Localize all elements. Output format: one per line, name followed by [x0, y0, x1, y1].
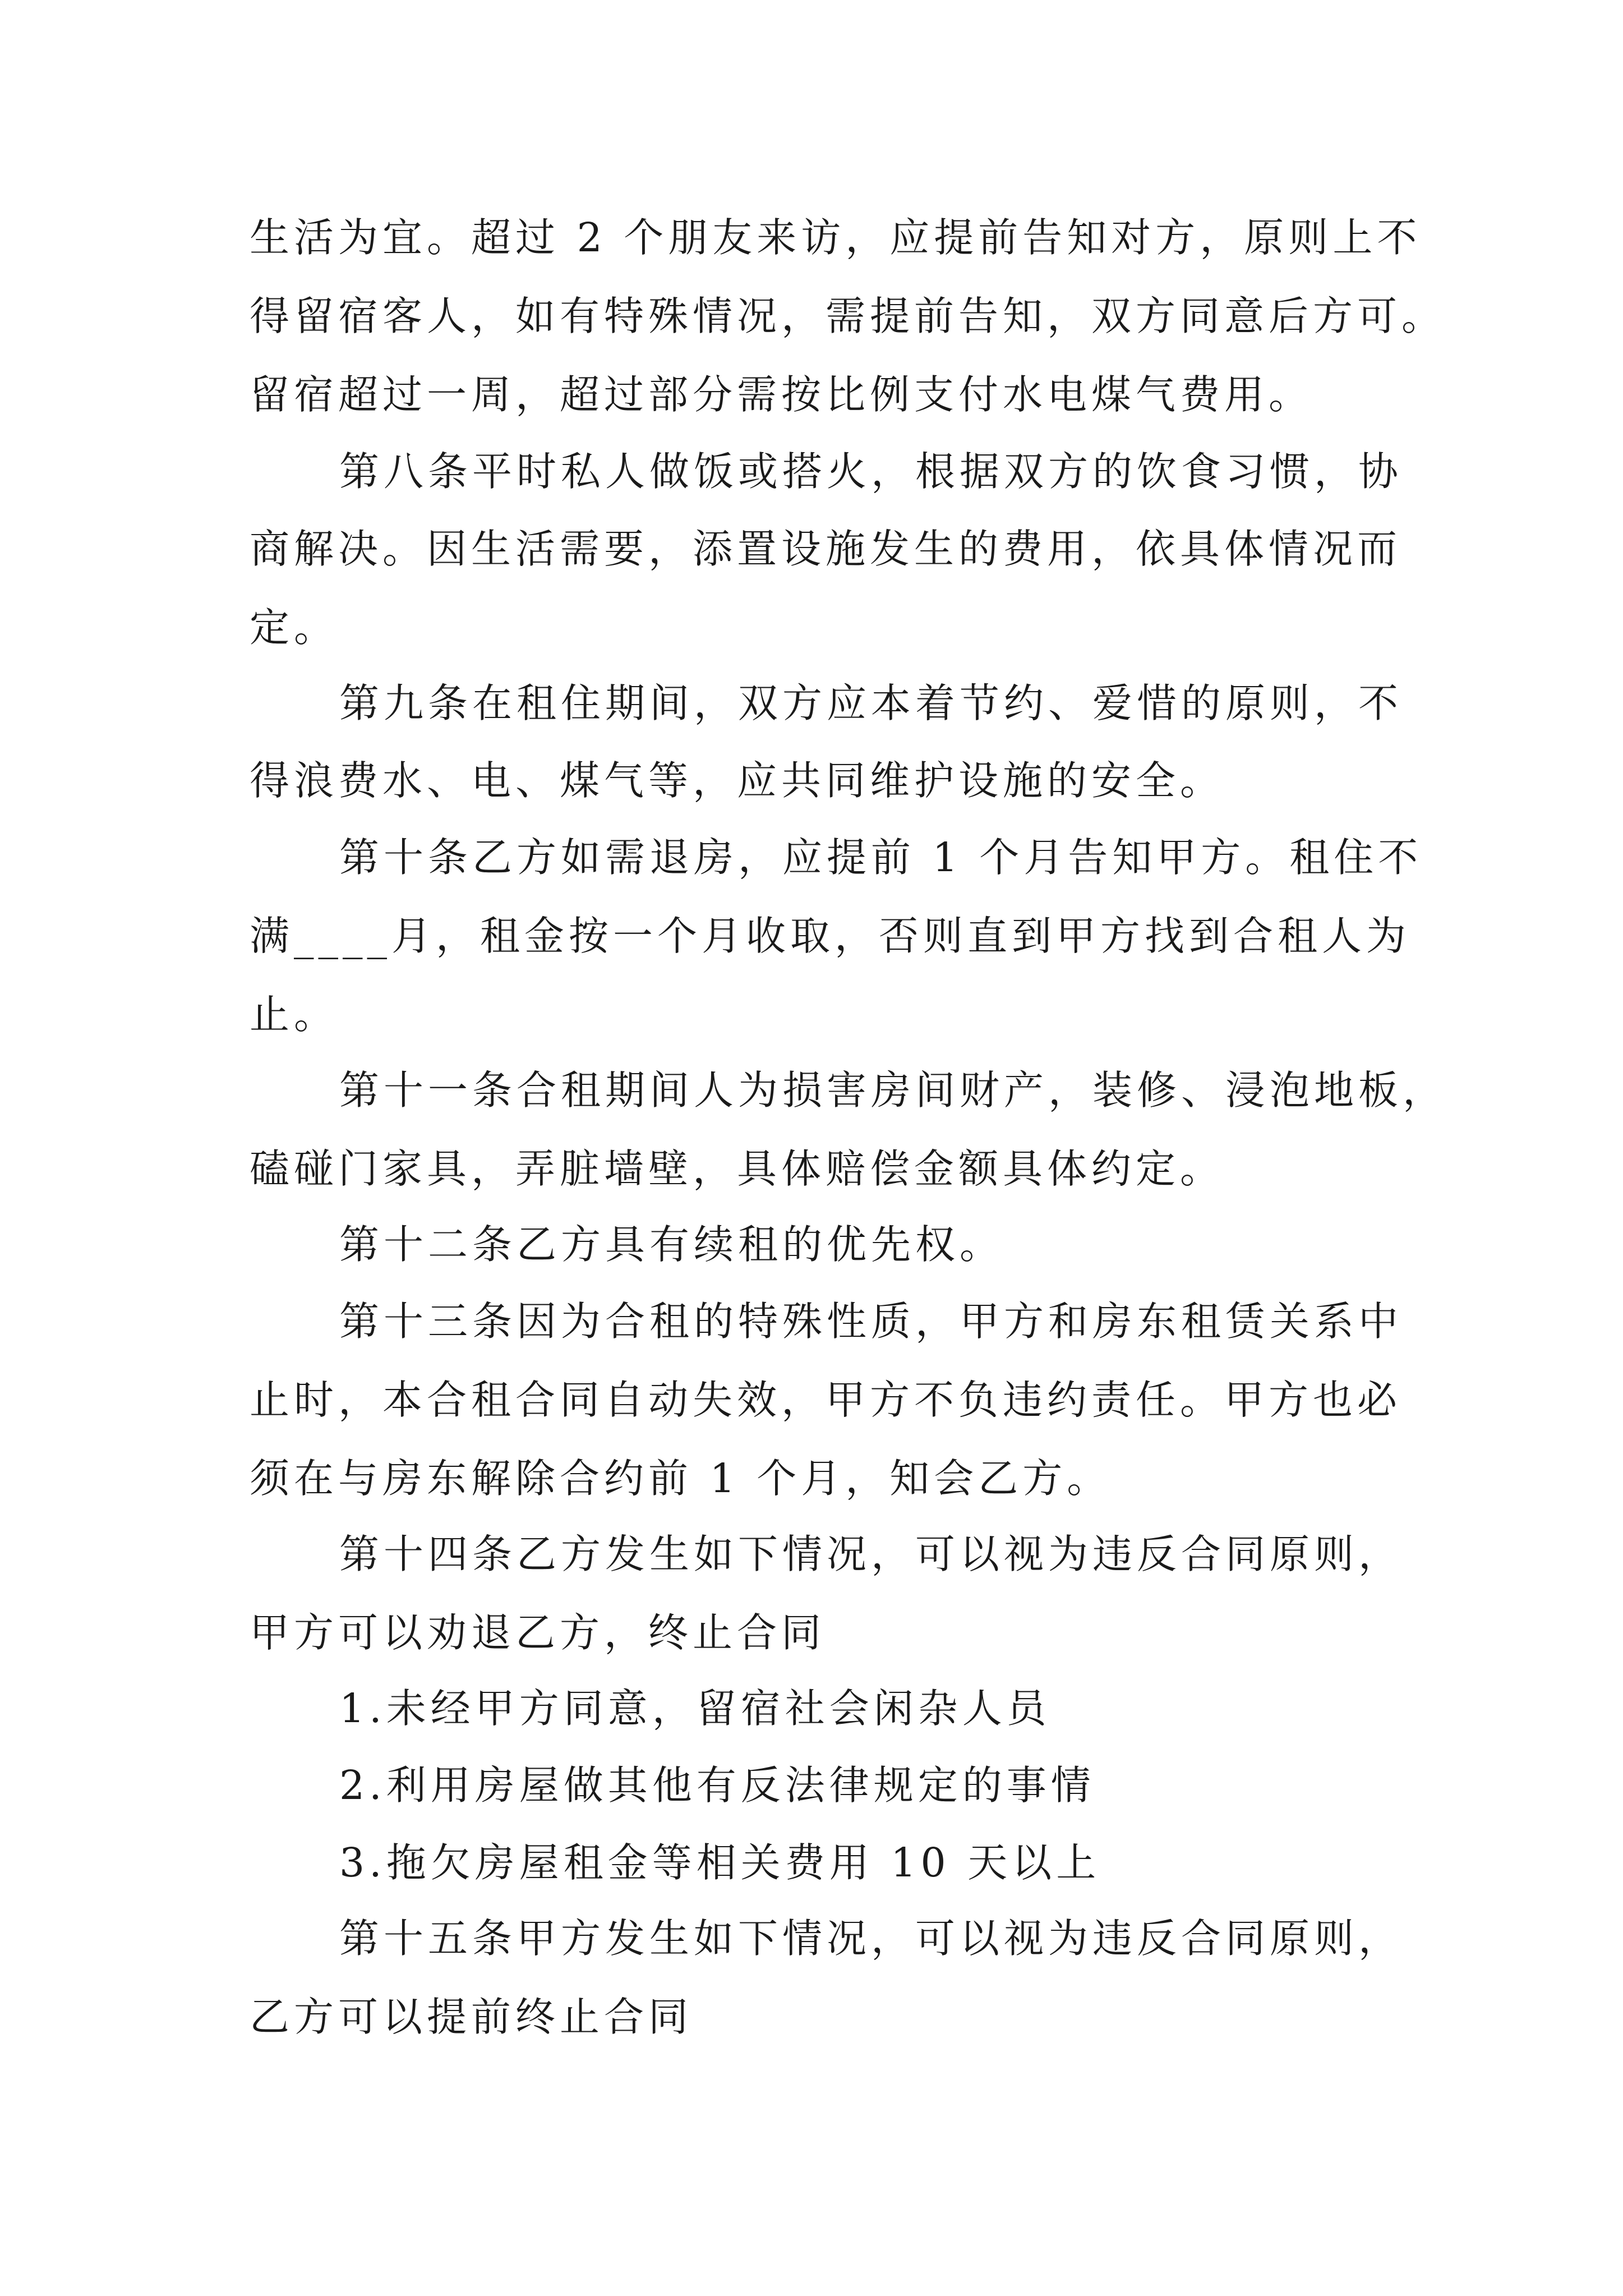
text-line: 第十一条合租期间人为损害房间财产，装修、浸泡地板，: [339, 1067, 1447, 1114]
text-line: 第十条乙方如需退房，应提前 1 个月告知甲方。租住不: [339, 834, 1423, 881]
text-line: 须在与房东解除合约前 1 个月，知会乙方。: [250, 1455, 1112, 1502]
text-line: 甲方可以劝退乙方，终止合同: [250, 1609, 826, 1656]
text-line: 商解决。因生活需要，添置设施发生的费用，依具体情况而: [250, 526, 1402, 572]
text-line: 止。: [250, 991, 339, 1038]
text-line: 第九条在租住期间，双方应本着节约、爱惜的原则，不: [339, 680, 1403, 726]
text-line: 1.未经甲方同意，留宿社会闲杂人员: [339, 1685, 1051, 1732]
text-line: 第十四条乙方发生如下情况，可以视为违反合同原则，: [339, 1531, 1403, 1577]
text-line: 生活为宜。超过 2 个朋友来访，应提前告知对方，原则上不: [250, 214, 1422, 261]
text-line: 第十五条甲方发生如下情况，可以视为违反合同原则，: [339, 1915, 1403, 1962]
text-line: 第十二条乙方具有续租的优先权。: [339, 1221, 1004, 1268]
text-line: 得留宿客人，如有特殊情况，需提前告知，双方同意后方可。: [250, 293, 1446, 339]
text-line: 第八条平时私人做饭或搭火，根据双方的饮食习惯，协: [339, 448, 1403, 495]
text-line: 得浪费水、电、煤气等，应共同维护设施的安全。: [250, 757, 1225, 804]
text-line: 止时，本合租合同自动失效，甲方不负违约责任。甲方也必: [250, 1377, 1402, 1423]
text-line: 第十三条因为合租的特殊性质，甲方和房东租赁关系中: [339, 1298, 1403, 1345]
text-line: 乙方可以提前终止合同: [250, 1994, 693, 2040]
text-line: 满____月，租金按一个月收取，否则直到甲方找到合租人为: [250, 913, 1411, 959]
text-line: 3.拖欠房屋租金等相关费用 10 天以上: [339, 1839, 1101, 1886]
text-line: 磕碰门家具，弄脏墙壁，具体赔偿金额具体约定。: [250, 1145, 1225, 1192]
text-line: 定。: [250, 604, 339, 651]
text-line: 留宿超过一周，超过部分需按比例支付水电煤气费用。: [250, 371, 1313, 418]
text-line: 2.利用房屋做其他有反法律规定的事情: [339, 1762, 1095, 1809]
